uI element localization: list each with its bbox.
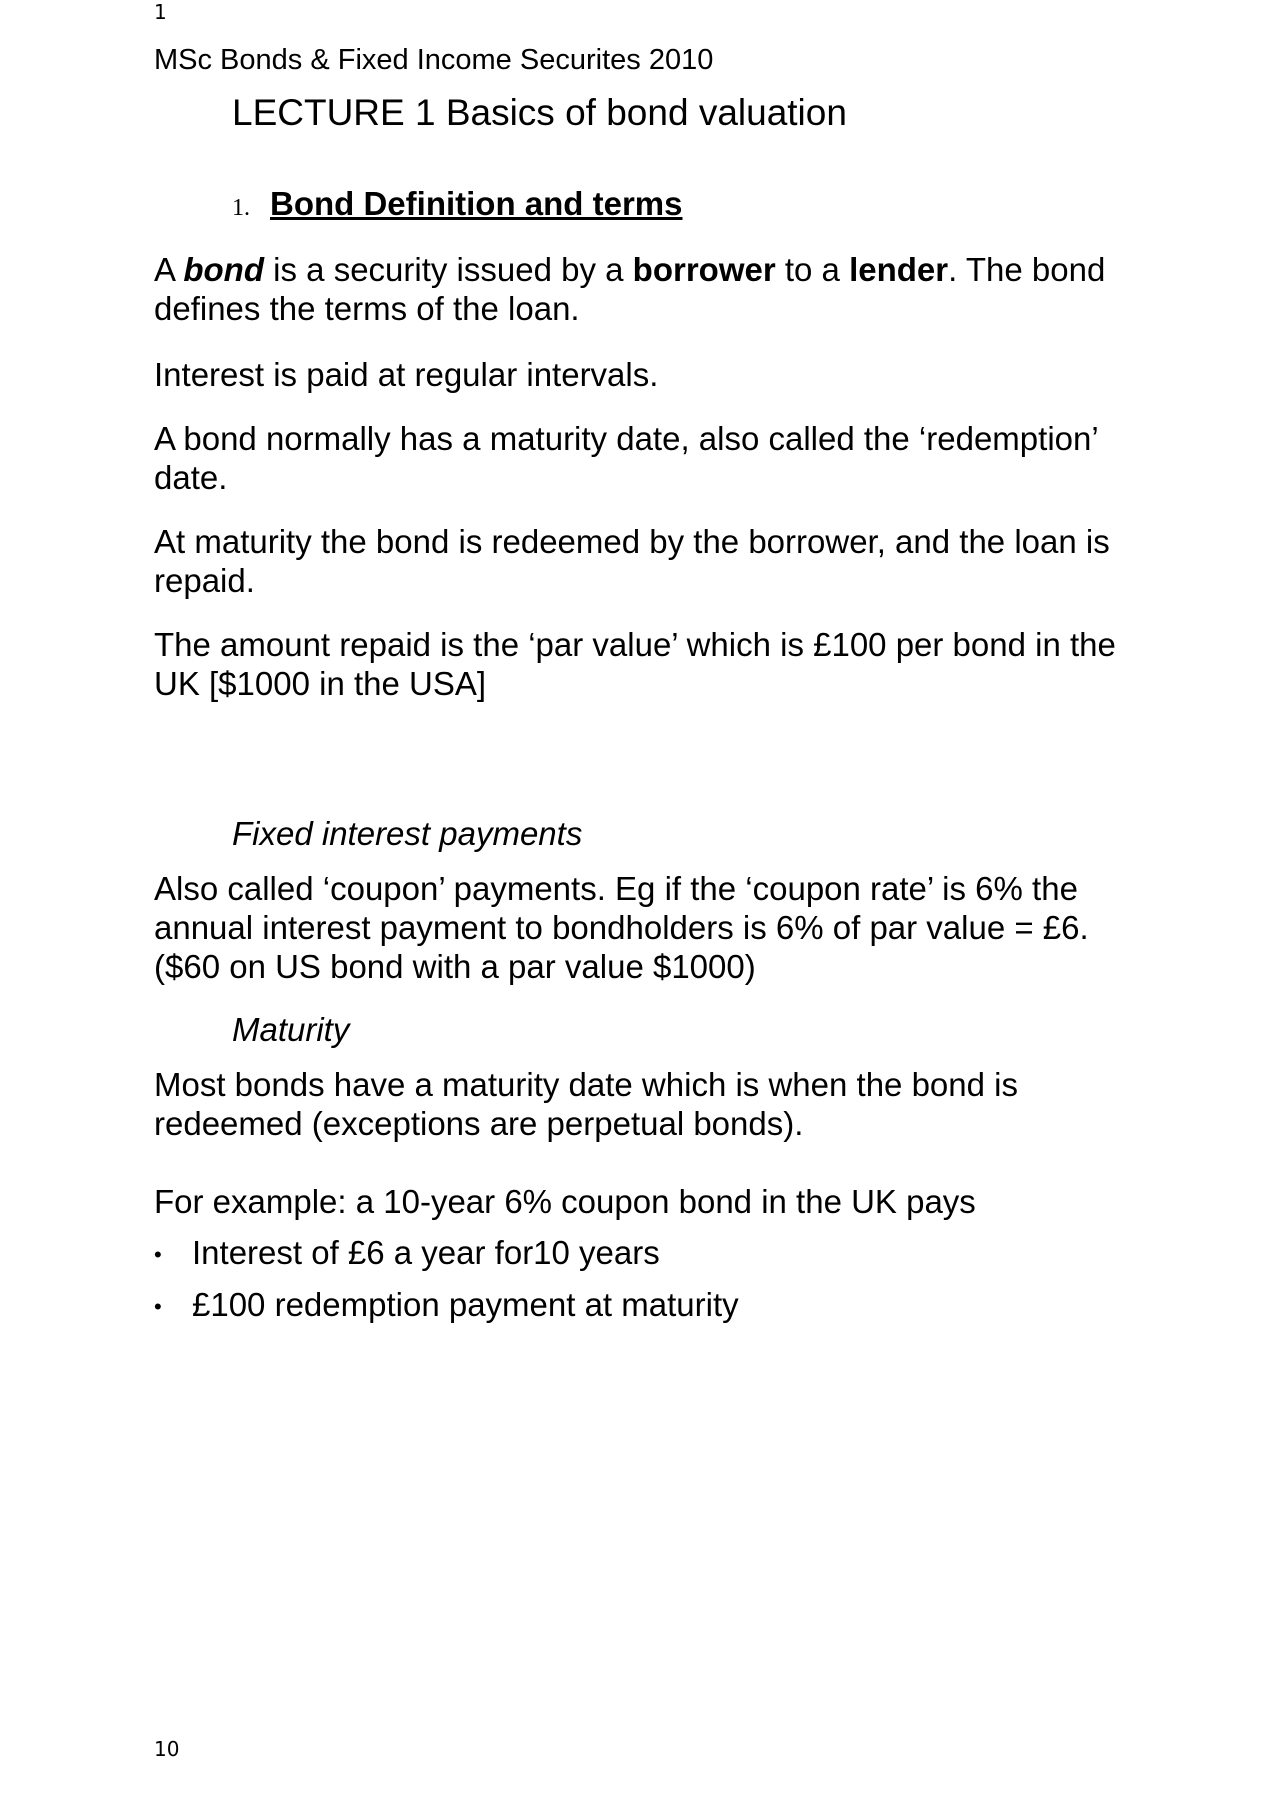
text-run: is a security issued by a xyxy=(264,251,633,288)
paragraph-maturity-date: A bond normally has a maturity date, also called the ‘redemption’ date. xyxy=(154,420,1098,496)
bullet-item xyxy=(154,1234,660,1272)
bullet-icon: • xyxy=(154,1294,162,1320)
paragraph-example: For example: a 10-year 6% coupon bond in the UK pays xyxy=(154,1183,976,1220)
text-run: to a xyxy=(775,251,850,288)
paragraph-maturity: Most bonds have a maturity date which is when the bond is redeemed (exceptions are perpetual bonds). xyxy=(154,1066,1018,1142)
text-run: A xyxy=(154,251,184,288)
bullet-text: £100 redemption payment at maturity xyxy=(192,1286,739,1323)
term-borrower: borrower xyxy=(632,251,776,288)
paragraph-coupon: Also called ‘coupon’ payments. Eg if the ‘coupon rate’ is 6% the annual interest payment to bondholders is 6% of par value = £6. ($60 on US bond with a par value $1000) xyxy=(154,870,1089,985)
page-number-top: 1 xyxy=(154,0,167,24)
section-heading xyxy=(232,185,683,223)
text-run: . The bond defines the terms of the loan. xyxy=(154,251,1106,327)
subheading-fixed-interest: Fixed interest payments xyxy=(232,815,583,852)
bullet-text: Interest of £6 a year for10 years xyxy=(192,1234,660,1271)
paragraph-bond-definition xyxy=(154,250,1154,328)
paragraph-redemption: At maturity the bond is redeemed by the borrower, and the loan is repaid. xyxy=(154,523,1110,599)
term-lender: lender xyxy=(849,251,949,288)
term-bond: bond xyxy=(183,251,264,288)
paragraph-interest: Interest is paid at regular intervals. xyxy=(154,356,659,393)
paragraph-par-value: The amount repaid is the ‘par value’ which is £100 per bond in the UK [$1000 in the USA] xyxy=(154,626,1116,702)
bullet-icon: • xyxy=(154,1242,162,1268)
subheading-maturity: Maturity xyxy=(232,1011,350,1048)
page-number-bottom: 10 xyxy=(154,1737,180,1761)
course-header: MSc Bonds & Fixed Income Securites 2010 xyxy=(154,44,714,76)
lecture-title: LECTURE 1 Basics of bond valuation xyxy=(232,92,847,133)
section-title: Bond Definition and terms xyxy=(270,185,683,222)
section-number: 1. xyxy=(232,195,250,221)
bullet-item xyxy=(154,1286,739,1324)
